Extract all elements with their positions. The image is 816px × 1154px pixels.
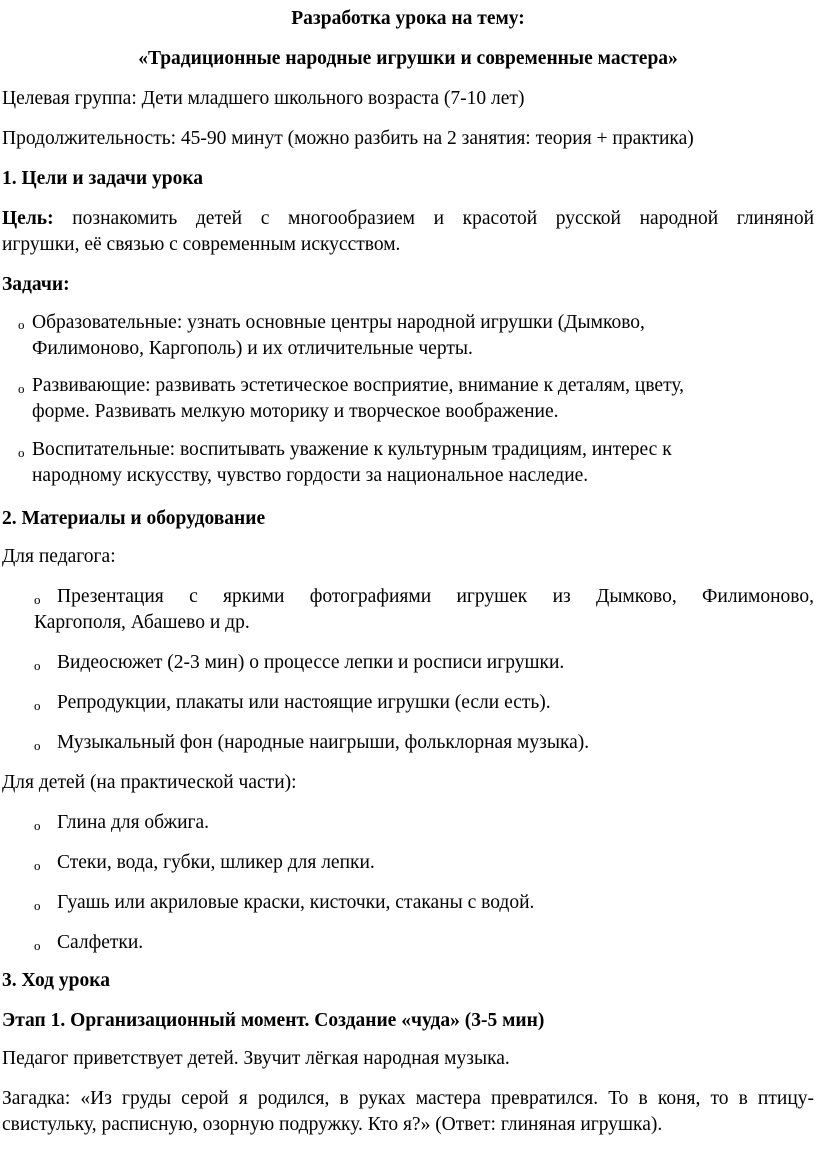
task-item-line1: Развивающие: развивать эстетическое восприятие, внимание к деталям, цвету, bbox=[32, 375, 685, 396]
bullet-icon: o bbox=[34, 738, 41, 753]
bullet-icon: o bbox=[18, 381, 25, 396]
section2-heading: 2. Материалы и оборудование bbox=[2, 508, 266, 529]
bullet-icon: o bbox=[34, 898, 41, 913]
teacher-item-line1: Видеосюжет (2-3 мин) о процессе лепки и росписи игрушки. bbox=[57, 652, 565, 673]
teacher-item-line2: Каргополя, Абашево и др. bbox=[34, 612, 250, 633]
task-item-line2: народному искусству, чувство гордости за национальное наследие. bbox=[32, 465, 589, 486]
children-materials-label: Для детей (на практической части): bbox=[2, 772, 297, 793]
tasks-label: Задачи: bbox=[2, 274, 70, 295]
task-item-line2: Филимоново, Каргополь) и их отличительные черты. bbox=[32, 338, 473, 359]
document-title-line1: Разработка урока на тему: bbox=[291, 8, 525, 29]
stage1-paragraph: Педагог приветствует детей. Звучит лёгкая народная музыка. bbox=[2, 1048, 510, 1069]
stage1-heading: Этап 1. Организационный момент. Создание «чуда» (3-5 мин) bbox=[2, 1010, 545, 1031]
task-item-line1: Воспитательные: воспитывать уважение к культурным традициям, интерес к bbox=[32, 439, 672, 460]
bullet-icon: o bbox=[34, 818, 41, 833]
bullet-icon: o bbox=[34, 658, 41, 673]
riddle-line2: свистульку, расписную, озорную подружку. Кто я?» (Ответ: глиняная игрушка). bbox=[2, 1114, 663, 1135]
goal-paragraph-line1 bbox=[2, 206, 814, 232]
task-item-line2: форме. Развивать мелкую моторику и творческое воображение. bbox=[32, 401, 559, 422]
bullet-icon: o bbox=[34, 858, 41, 873]
goal-text-line1: познакомить детей с многообразием и красотой русской народной глиняной bbox=[72, 208, 815, 229]
riddle-line1: Загадка: «Из груды серой я родился, в руках мастера превратился. То в коня, то в птицу- bbox=[2, 1088, 814, 1109]
teacher-item-line1: Репродукции, плакаты или настоящие игрушки (если есть). bbox=[57, 692, 551, 713]
teacher-materials-label: Для педагога: bbox=[2, 546, 116, 567]
goal-text-line2: игрушки, её связью с современным искусством. bbox=[2, 234, 401, 255]
bullet-icon: o bbox=[34, 938, 41, 953]
bullet-icon: o bbox=[34, 698, 41, 713]
children-item: Салфетки. bbox=[57, 932, 144, 953]
bullet-icon: o bbox=[34, 592, 41, 607]
children-item: Стеки, вода, губки, шликер для лепки. bbox=[57, 852, 375, 873]
teacher-item-line1: Презентация с яркими фотографиями игрушек из Дымково, Филимоново, bbox=[57, 586, 814, 607]
section3-heading: 3. Ход урока bbox=[2, 970, 110, 991]
bullet-icon: o bbox=[18, 445, 25, 460]
bullet-icon: o bbox=[18, 317, 25, 332]
section1-heading: 1. Цели и задачи урока bbox=[2, 168, 204, 189]
duration-line: Продолжительность: 45-90 минут (можно разбить на 2 занятия: теория + практика) bbox=[2, 128, 694, 149]
teacher-item-line1: Музыкальный фон (народные наигрыши, фольклорная музыка). bbox=[57, 732, 590, 753]
children-item: Гуашь или акриловые краски, кисточки, стаканы с водой. bbox=[57, 892, 535, 913]
goal-label: Цель: bbox=[2, 208, 54, 229]
children-item: Глина для обжига. bbox=[57, 812, 210, 833]
document-title-line2: «Традиционные народные игрушки и современные мастера» bbox=[138, 48, 678, 69]
task-item-line1: Образовательные: узнать основные центры народной игрушки (Дымково, bbox=[32, 312, 645, 333]
target-group-line: Целевая группа: Дети младшего школьного возраста (7-10 лет) bbox=[2, 88, 525, 109]
